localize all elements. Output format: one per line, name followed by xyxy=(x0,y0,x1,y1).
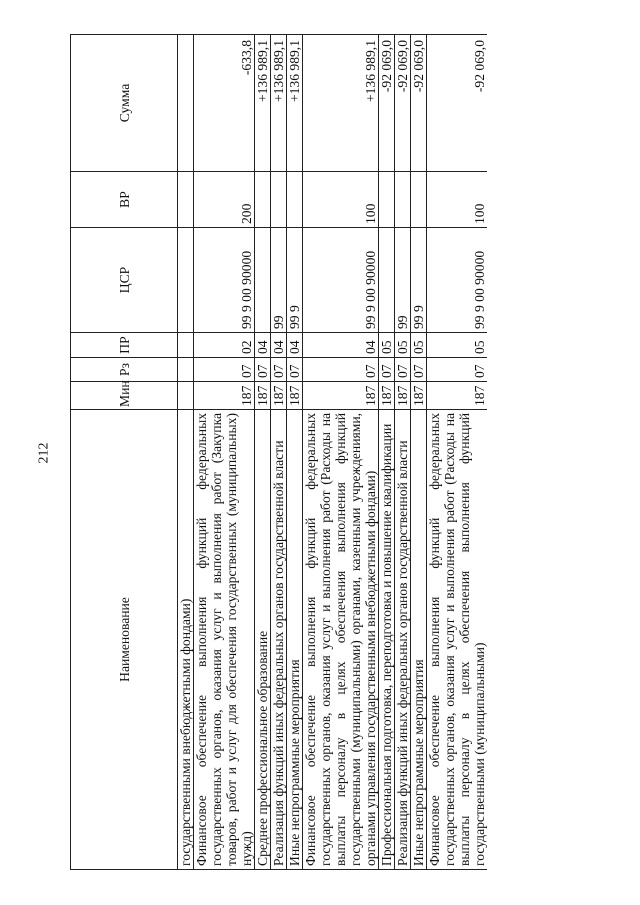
cell-sum: -92 069,0 xyxy=(411,35,427,172)
cell-pr: 05 xyxy=(427,333,488,358)
cell-name: Финансовое обеспечение выполнения функций федеральных государственных органов, оказания услуг и выполнения работ (Закупка товаров, работ и услуг для обеспечения государственных (муниципальных) нужд) xyxy=(194,410,255,870)
budget-table xyxy=(70,34,487,870)
cell-csr: 99 xyxy=(395,228,411,333)
cell-vr xyxy=(287,172,303,228)
table-row xyxy=(287,35,303,870)
cell-rz: 07 xyxy=(303,358,379,382)
cell-sum xyxy=(178,35,194,172)
cell-min: 187 xyxy=(379,382,395,410)
cell-name: Профессиональная подготовка, переподготовка и повышение квалификации xyxy=(379,410,395,870)
cell-vr xyxy=(411,172,427,228)
cell-csr: 99 9 xyxy=(411,228,427,333)
cell-min: 187 xyxy=(303,382,379,410)
cell-vr: 100 xyxy=(427,172,488,228)
cell-pr: 04 xyxy=(255,333,271,358)
header-min: Мин xyxy=(71,382,178,410)
cell-min: 187 xyxy=(395,382,411,410)
cell-rz: 07 xyxy=(255,358,271,382)
cell-csr xyxy=(379,228,395,333)
table-row xyxy=(411,35,427,870)
cell-sum: +136 989,1 xyxy=(287,35,303,172)
cell-vr xyxy=(395,172,411,228)
cell-min: 187 xyxy=(194,382,255,410)
table-row xyxy=(255,35,271,870)
cell-sum: +136 989,1 xyxy=(303,35,379,172)
cell-min xyxy=(178,382,194,410)
header-vr: ВР xyxy=(71,172,178,228)
rotated-page-content xyxy=(70,35,600,870)
cell-vr xyxy=(271,172,287,228)
table-row xyxy=(395,35,411,870)
cell-name: государственными внебюджетными фондами) xyxy=(178,410,194,870)
cell-name: Реализация функций иных федеральных органов государственной власти xyxy=(395,410,411,870)
cell-sum: -92 069,0 xyxy=(395,35,411,172)
cell-min: 187 xyxy=(287,382,303,410)
cell-name: Среднее профессиональное образование xyxy=(255,410,271,870)
table-row xyxy=(303,35,379,870)
cell-vr xyxy=(178,172,194,228)
cell-csr: 99 9 00 90000 xyxy=(303,228,379,333)
cell-rz: 07 xyxy=(287,358,303,382)
header-rz: Рз xyxy=(71,358,178,382)
cell-min: 187 xyxy=(271,382,287,410)
cell-csr: 99 9 00 90000 xyxy=(194,228,255,333)
table-body xyxy=(178,35,488,870)
cell-name: Иные непрограммные мероприятия xyxy=(411,410,427,870)
page-number: 212 xyxy=(36,442,51,464)
cell-rz: 07 xyxy=(411,358,427,382)
cell-sum: +136 989,1 xyxy=(271,35,287,172)
cell-pr: 04 xyxy=(303,333,379,358)
cell-min: 187 xyxy=(427,382,488,410)
table-row xyxy=(194,35,255,870)
cell-vr xyxy=(255,172,271,228)
cell-pr: 04 xyxy=(271,333,287,358)
cell-min: 187 xyxy=(411,382,427,410)
cell-name: Реализация функций иных федеральных органов государственной власти xyxy=(271,410,287,870)
cell-sum: -633,8 xyxy=(194,35,255,172)
table-row xyxy=(379,35,395,870)
header-sum: Сумма xyxy=(71,35,178,172)
cell-name: Финансовое обеспечение выполнения функций федеральных государственных органов, оказания услуг и выполнения работ (Расходы на выплаты персоналу в целях обеспечения выполнения функций государственными (муниципальными) xyxy=(427,410,488,870)
cell-sum: -92 069,0 xyxy=(379,35,395,172)
cell-min: 187 xyxy=(255,382,271,410)
header-csr: ЦСР xyxy=(71,228,178,333)
table-row xyxy=(271,35,287,870)
cell-sum: -92 069,0 xyxy=(427,35,488,172)
header-name: Наименование xyxy=(71,410,178,870)
cell-pr: 05 xyxy=(411,333,427,358)
cell-pr: 05 xyxy=(395,333,411,358)
cell-vr xyxy=(379,172,395,228)
table-row xyxy=(427,35,488,870)
cell-rz xyxy=(178,358,194,382)
cell-pr xyxy=(178,333,194,358)
cell-rz: 07 xyxy=(379,358,395,382)
cell-csr: 99 9 00 90000 xyxy=(427,228,488,333)
cell-pr: 02 xyxy=(194,333,255,358)
cell-csr: 99 xyxy=(271,228,287,333)
cell-csr: 99 9 xyxy=(287,228,303,333)
header-pr: ПР xyxy=(71,333,178,358)
cell-rz: 07 xyxy=(395,358,411,382)
cell-rz: 07 xyxy=(194,358,255,382)
cell-name: Финансовое обеспечение выполнения функций федеральных государственных органов, оказания услуг и выполнения работ (Расходы на выплаты персоналу в целях обеспечения выполнения функций государственными (муниципальными) органами, казенными учреждениями, органами управления государственными внебюджетными фондами) xyxy=(303,410,379,870)
cell-csr xyxy=(178,228,194,333)
table-header-row xyxy=(71,35,178,870)
cell-rz: 07 xyxy=(427,358,488,382)
cell-rz: 07 xyxy=(271,358,287,382)
cell-vr: 200 xyxy=(194,172,255,228)
table-row xyxy=(178,35,194,870)
cell-sum: +136 989,1 xyxy=(255,35,271,172)
cell-csr xyxy=(255,228,271,333)
cell-pr: 05 xyxy=(379,333,395,358)
cell-name: Иные непрограммные мероприятия xyxy=(287,410,303,870)
cell-pr: 04 xyxy=(287,333,303,358)
cell-vr: 100 xyxy=(303,172,379,228)
